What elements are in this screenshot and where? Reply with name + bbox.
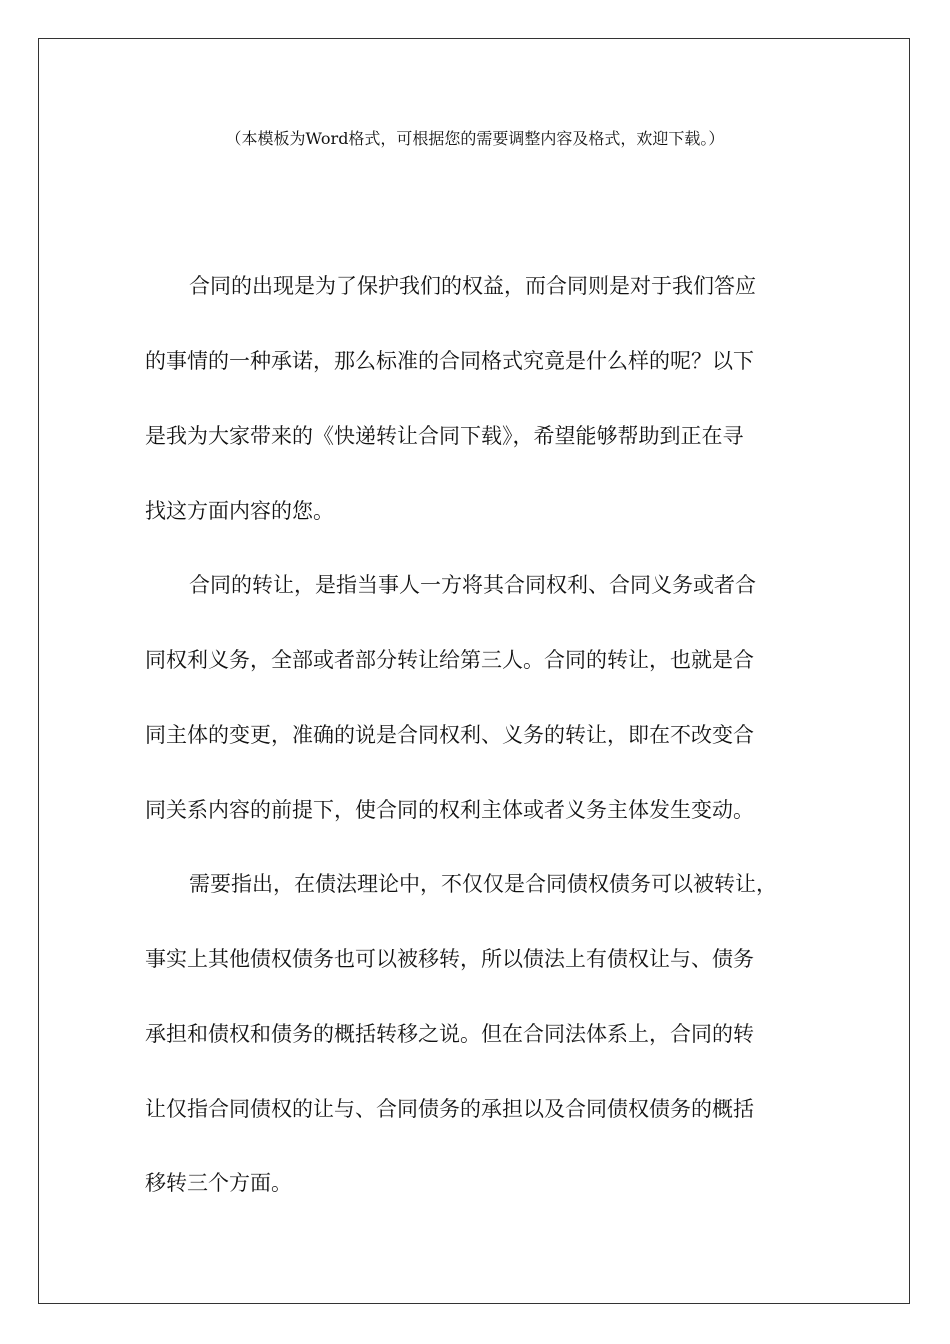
paragraph-1-line-2: 的事情的一种承诺，那么标准的合同格式究竟是什么样的呢？以下 [145,349,754,373]
paragraph-3-line-2: 事实上其他债权债务也可以被移转，所以债法上有债权让与、债务 [145,947,754,971]
paragraph-3-line-1: 需要指出，在债法理论中，不仅仅是合同债权债务可以被转让， [189,872,777,896]
paragraph-3-line-5: 移转三个方面。 [145,1171,292,1195]
paragraph-1-line-3: 是我为大家带来的《快递转让合同下载》，希望能够帮助到正在寻 [145,424,744,448]
paragraph-1-line-1: 合同的出现是为了保护我们的权益，而合同则是对于我们答应 [189,274,756,298]
template-note: （本模板为Word格式，可根据您的需要调整内容及格式，欢迎下载。） [225,129,725,148]
paragraph-1-line-4: 找这方面内容的您。 [145,499,334,523]
paragraph-2-line-4: 同关系内容的前提下，使合同的权利主体或者义务主体发生变动。 [145,798,754,822]
paragraph-2-line-2: 同权利义务，全部或者部分转让给第三人。合同的转让，也就是合 [145,648,754,672]
paragraph-2-line-3: 同主体的变更，准确的说是合同权利、义务的转让，即在不改变合 [145,723,754,747]
paragraph-2-line-1: 合同的转让，是指当事人一方将其合同权利、合同义务或者合 [189,573,756,597]
paragraph-3-line-3: 承担和债权和债务的概括转移之说。但在合同法体系上，合同的转 [145,1022,754,1046]
paragraph-3-line-4: 让仅指合同债权的让与、合同债务的承担以及合同债权债务的概括 [145,1097,754,1121]
